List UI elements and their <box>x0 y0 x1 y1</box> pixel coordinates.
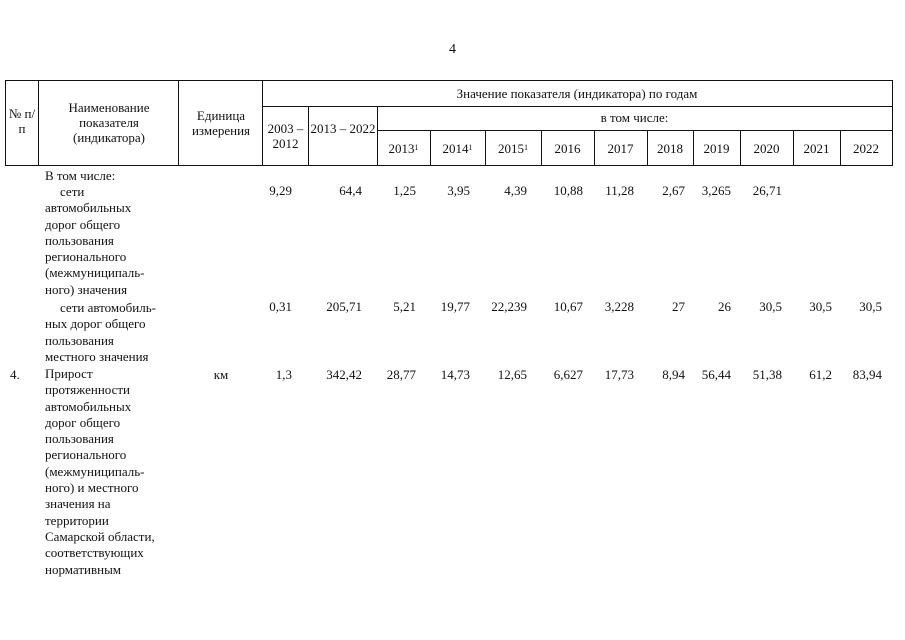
header-col-name: Наименование показателя (индикатора) <box>68 100 150 145</box>
label-line: нормативным <box>45 561 122 577</box>
label-line: протяженности <box>45 382 131 398</box>
table-cell: 4,39 <box>504 183 527 198</box>
header-in-total: в том числе: <box>600 110 669 125</box>
label-line: регионального <box>45 447 127 463</box>
table-cell: 0,31 <box>269 299 292 314</box>
header-year-2017: 2017 <box>607 141 634 156</box>
table-cell: 205,71 <box>326 299 362 314</box>
table-cell: 51,38 <box>752 367 782 382</box>
table-cell: 61,2 <box>809 367 832 382</box>
table-cell: 3,95 <box>447 183 470 198</box>
table-cell: 6,627 <box>553 367 583 382</box>
label-line: значения на <box>45 496 111 512</box>
table-cell: 12,65 <box>497 367 527 382</box>
label-line: пользования <box>45 431 114 447</box>
label-line: ных дорог общего <box>45 316 146 332</box>
table-cell: 28,77 <box>386 367 416 382</box>
table-cell: 17,73 <box>604 367 634 382</box>
label-line: местного значения <box>45 348 149 364</box>
table-cell: 56,44 <box>701 367 731 382</box>
table-cell: 14,73 <box>440 367 470 382</box>
header-period-2003-2012: 2003 – 2012 <box>267 121 304 151</box>
table-cell: 3,228 <box>604 299 634 314</box>
table-cell: 1,3 <box>275 367 292 382</box>
table-cell: 1,25 <box>393 183 416 198</box>
row-4-unit: км <box>213 367 229 382</box>
table-cell: 11,28 <box>605 183 634 198</box>
label-line: пользования <box>45 232 114 248</box>
label-row-local-roads <box>45 300 180 365</box>
header-year-2019: 2019 <box>703 141 730 156</box>
label-line: дорог общего <box>45 216 121 232</box>
label-line: сети автомобиль- <box>60 300 156 315</box>
header-year-2021: 2021 <box>803 141 830 156</box>
label-line: (межмуниципаль- <box>45 265 145 281</box>
table-cell: 2,67 <box>662 183 685 198</box>
label-line: соответствующих <box>45 545 144 561</box>
label-row-regional-roads <box>45 184 180 298</box>
table-cell: 9,29 <box>269 183 292 198</box>
table-cell: 5,21 <box>393 299 416 314</box>
label-line: ного) и местного <box>45 480 139 496</box>
label-line: территории <box>45 512 109 528</box>
table-cell: 19,77 <box>440 299 470 314</box>
table-cell: 83,94 <box>852 367 882 382</box>
table-cell: 30,5 <box>759 299 782 314</box>
header-col-number: № п/п <box>8 106 36 136</box>
header-year-2016: 2016 <box>554 141 581 156</box>
table-cell: 8,94 <box>662 367 685 382</box>
label-row-4-road-growth <box>45 366 180 578</box>
header-col-values: Значение показателя (индикатора) по годам <box>456 86 698 101</box>
label-including: В том числе: <box>45 168 116 183</box>
table-cell: 3,265 <box>701 183 731 198</box>
table-cell: 10,88 <box>553 183 583 198</box>
label-line: пользования <box>45 332 114 348</box>
table-cell: 22,239 <box>491 299 527 314</box>
table-cell: 10,67 <box>553 299 583 314</box>
label-line: регионального <box>45 249 127 265</box>
label-line: автомобильных <box>45 200 132 216</box>
label-line: сети <box>60 184 85 199</box>
label-line: Самарской области, <box>45 528 155 544</box>
page-number: 4 <box>449 42 456 57</box>
table-cell: 27 <box>672 299 685 314</box>
label-line: дорог общего <box>45 414 121 430</box>
header-year-2020: 2020 <box>753 141 780 156</box>
label-line: Прирост <box>45 366 93 381</box>
header-year-2014: 2014$^1$ <box>442 141 473 156</box>
row-4-number: 4. <box>10 367 20 382</box>
table-cell: 64,4 <box>339 183 362 198</box>
label-line: автомобильных <box>45 398 132 414</box>
table-cell: 342,42 <box>326 367 362 382</box>
table-cell: 26,71 <box>752 183 782 198</box>
table-cell: 26 <box>718 299 731 314</box>
header-period-2013-2022: 2013 – 2022 <box>310 121 376 136</box>
header-col-unit: Единица измерения <box>191 108 251 138</box>
header-year-2022: 2022 <box>853 141 879 156</box>
header-year-2018: 2018 <box>657 141 683 156</box>
table-cell: 30,5 <box>809 299 832 314</box>
table-cell: 30,5 <box>859 299 882 314</box>
label-line: ного) значения <box>45 281 128 297</box>
header-year-2013: 2013$^1$ <box>388 141 419 156</box>
header-year-2015: 2015$^1$ <box>498 141 528 156</box>
label-line: (межмуниципаль- <box>45 463 145 479</box>
